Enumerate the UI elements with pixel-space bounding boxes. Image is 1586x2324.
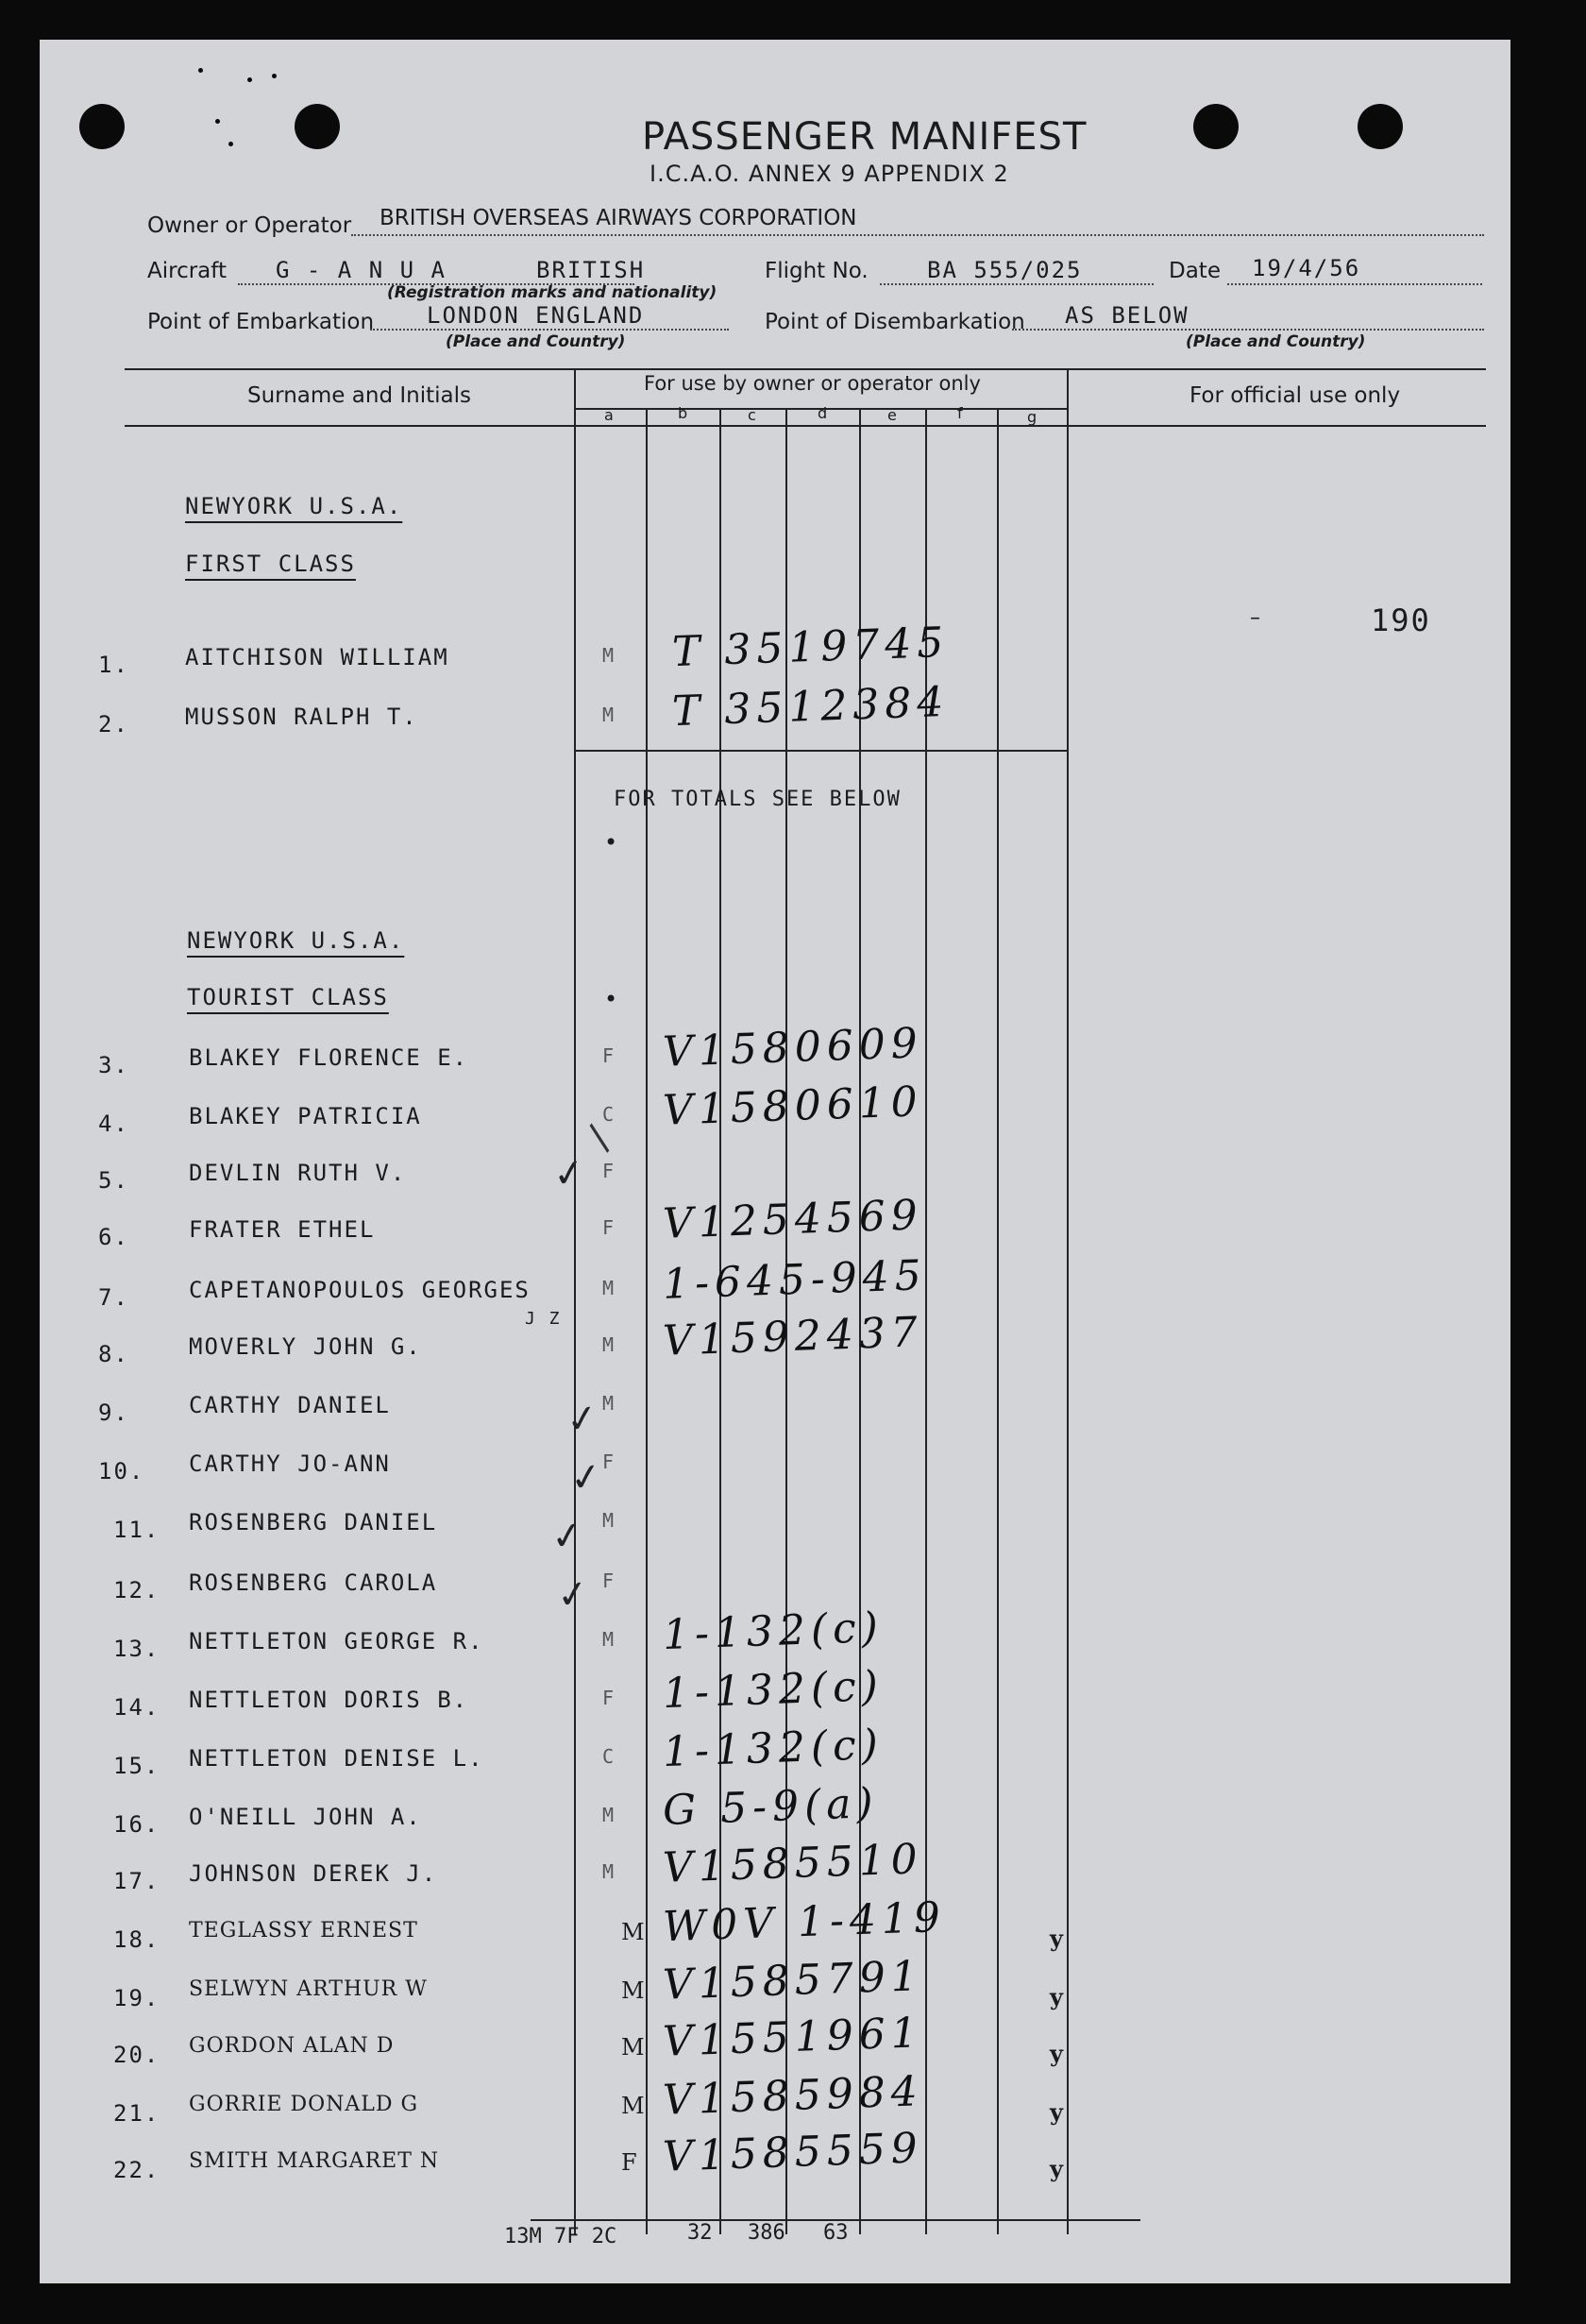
passenger-name: O'NEILL JOHN A. <box>189 1804 422 1830</box>
col-surname-header: Surname and Initials <box>247 383 471 408</box>
aircraft-note: (Registration marks and nationality) <box>387 283 717 302</box>
total-c: 386 <box>748 2221 785 2245</box>
handwritten-passport: 1-132(c) <box>662 1720 885 1777</box>
disembark-dotted-line <box>1012 329 1484 331</box>
passenger-code: M <box>621 1977 647 2004</box>
handwritten-passport: 1-132(c) <box>662 1603 885 1660</box>
owner-dotted-line <box>351 234 1484 236</box>
passenger-code: M <box>621 2093 647 2119</box>
handwritten-passport: V1585791 <box>662 1952 924 2010</box>
handwritten-passport: G 5-9(a) <box>662 1779 880 1835</box>
passenger-name: FRATER ETHEL <box>189 1216 376 1243</box>
tourist-class-heading: TOURIST CLASS <box>187 984 389 1010</box>
passenger-name: ROSENBERG DANIEL <box>189 1509 438 1535</box>
total-b: 32 <box>687 2221 713 2245</box>
date-label: Date <box>1169 259 1221 283</box>
col-divider <box>997 408 999 2234</box>
handwritten-passport: T 3519745 <box>671 618 951 677</box>
subcol-d: d <box>818 404 828 422</box>
passenger-code: C <box>602 1103 616 1126</box>
passenger-code: M <box>602 704 616 726</box>
handwritten-passport: V1585559 <box>662 2124 924 2181</box>
page-title: PASSENGER MANIFEST <box>642 115 1088 159</box>
manifest-page <box>40 40 1510 2283</box>
owner-label: Owner or Operator <box>147 213 352 238</box>
punch-hole-icon <box>1193 104 1239 149</box>
passenger-name: NETTLETON GEORGE R. <box>189 1628 484 1654</box>
passenger-code: F <box>602 1216 616 1239</box>
checkmark-icon: ✓ <box>548 1512 586 1561</box>
row-number: 18. <box>113 1926 160 1953</box>
checkmark-icon: ✓ <box>549 1149 588 1198</box>
punch-hole-icon <box>1358 104 1403 149</box>
row-number: 8. <box>98 1341 129 1367</box>
row-number: 21. <box>113 2100 160 2127</box>
row-number: 22. <box>113 2157 160 2183</box>
embark-value: LONDON ENGLAND <box>427 302 645 329</box>
checkmark-icon: / <box>578 1119 620 1157</box>
passenger-name: CARTHY DANIEL <box>189 1392 391 1418</box>
col-divider <box>574 368 576 2234</box>
owner-value: BRITISH OVERSEAS AIRWAYS CORPORATION <box>380 206 857 230</box>
passenger-name: BLAKEY FLORENCE E. <box>189 1044 469 1071</box>
col-g-mark: y <box>1050 2040 1065 2067</box>
punch-hole-icon <box>79 104 125 149</box>
row-number: 1. <box>98 652 129 678</box>
col-g-mark: y <box>1050 1925 1065 1952</box>
handwritten-passport: V1580610 <box>662 1077 924 1135</box>
row-number: 16. <box>113 1811 160 1838</box>
row-number: 20. <box>113 2042 160 2068</box>
first-class-rule <box>576 750 1067 752</box>
speck-icon <box>198 68 203 73</box>
passenger-code: M <box>602 1804 616 1826</box>
passenger-name: NETTLETON DENISE L. <box>189 1745 484 1772</box>
flight-label: Flight No. <box>765 259 869 283</box>
total-a: 13M 7F 2C <box>504 2225 617 2248</box>
col-divider <box>646 408 648 2234</box>
passenger-code: F <box>602 1569 616 1592</box>
subcol-c: c <box>748 406 756 424</box>
bullet-dot: • <box>604 829 618 856</box>
totals-note: FOR TOTALS SEE BELOW <box>614 788 902 811</box>
passenger-name: MOVERLY JOHN G. <box>189 1333 422 1360</box>
handwritten-passport: V1585510 <box>662 1835 924 1892</box>
speck-icon <box>228 142 233 146</box>
row-number: 4. <box>98 1111 129 1137</box>
passenger-code: M <box>602 1628 616 1651</box>
tourist-destination: NEWYORK U.S.A. <box>187 927 405 954</box>
row-number: 10. <box>98 1458 145 1484</box>
passenger-code: F <box>602 1687 616 1709</box>
handwritten-passport: W0V 1-419 <box>662 1892 947 1952</box>
checkmark-icon: ✓ <box>563 1395 601 1444</box>
passenger-code: M <box>621 1919 647 1945</box>
disembark-value: AS BELOW <box>1065 302 1190 329</box>
first-destination: NEWYORK U.S.A. <box>185 493 403 519</box>
passenger-code: M <box>602 1277 616 1299</box>
aircraft-registration: G - A N U A <box>276 257 447 283</box>
flight-dotted-line <box>880 283 1154 285</box>
row-number: 17. <box>113 1868 160 1894</box>
handwritten-passport: 1-132(c) <box>662 1661 885 1719</box>
punch-hole-icon <box>295 104 340 149</box>
first-class-heading: FIRST CLASS <box>185 551 356 577</box>
passenger-code: M <box>602 1392 616 1415</box>
row-number: 9. <box>98 1399 129 1426</box>
official-dash: – <box>1250 606 1260 630</box>
subcol-b: b <box>678 404 688 422</box>
date-value: 19/4/56 <box>1252 255 1361 281</box>
passenger-code: M <box>621 2034 647 2061</box>
speck-icon <box>247 77 252 82</box>
col-official-header: For official use only <box>1190 383 1401 408</box>
passenger-name: CAPETANOPOULOS GEORGES <box>189 1277 531 1303</box>
subcol-g: g <box>1027 408 1038 426</box>
passenger-code: M <box>602 1509 616 1532</box>
row-number: 5. <box>98 1167 129 1194</box>
row-number: 2. <box>98 711 129 738</box>
checkmark-icon: ✓ <box>553 1570 592 1620</box>
disembark-note: (Place and Country) <box>1186 332 1366 351</box>
disembark-label: Point of Disembarkation <box>765 310 1025 334</box>
embark-label: Point of Embarkation <box>147 310 375 334</box>
passenger-name: SMITH MARGARET N <box>189 2149 440 2173</box>
passenger-name: DEVLIN RUTH V. <box>189 1160 407 1186</box>
passenger-code: C <box>602 1745 616 1768</box>
passenger-name: CARTHY JO-ANN <box>189 1450 391 1477</box>
aircraft-nationality: BRITISH <box>536 257 646 283</box>
passenger-code: M <box>602 644 616 667</box>
col-g-mark: y <box>1050 2155 1065 2182</box>
passenger-name: SELWYN ARTHUR W <box>189 1977 428 2001</box>
speck-icon <box>215 119 220 124</box>
date-dotted-line <box>1227 283 1482 285</box>
table-header-rule <box>125 425 1486 427</box>
bullet-dot: • <box>604 986 618 1012</box>
handwritten-passport: V1585984 <box>662 2067 924 2125</box>
name-suffix: J Z <box>525 1309 562 1329</box>
passenger-code: F <box>621 2149 639 2176</box>
passenger-name: GORRIE DONALD G <box>189 2093 419 2116</box>
passenger-code: F <box>602 1044 616 1067</box>
passenger-name: GORDON ALAN D <box>189 2034 395 2058</box>
row-number: 3. <box>98 1052 129 1078</box>
row-number: 6. <box>98 1224 129 1250</box>
subcol-a: a <box>604 406 614 424</box>
handwritten-passport: V1592437 <box>662 1308 924 1366</box>
passenger-name: TEGLASSY ERNEST <box>189 1919 418 1942</box>
handwritten-passport: V1580609 <box>662 1019 924 1077</box>
passenger-name: ROSENBERG CAROLA <box>189 1569 438 1596</box>
table-top-rule <box>125 368 1486 370</box>
row-number: 13. <box>113 1636 160 1662</box>
subcol-f: f <box>957 404 963 422</box>
row-number: 14. <box>113 1694 160 1721</box>
passenger-name: AITCHISON WILLIAM <box>185 644 449 670</box>
aircraft-label: Aircraft <box>147 259 227 283</box>
col-operator-header: For use by owner or operator only <box>644 372 981 395</box>
handwritten-passport: V1551961 <box>662 2009 924 2066</box>
row-number: 11. <box>113 1517 160 1543</box>
embark-dotted-line <box>370 329 729 331</box>
row-number: 19. <box>113 1985 160 2011</box>
col-divider <box>1067 368 1069 2234</box>
speck-icon <box>272 74 277 78</box>
passenger-name: NETTLETON DORIS B. <box>189 1687 469 1713</box>
total-d: 63 <box>823 2221 849 2245</box>
subcol-e: e <box>887 406 897 424</box>
handwritten-passport: 1-645-945 <box>662 1251 928 1309</box>
passenger-code: F <box>602 1450 616 1473</box>
col-g-mark: y <box>1050 2098 1065 2126</box>
col-g-mark: y <box>1050 1983 1065 2010</box>
flight-value: BA 555/025 <box>927 257 1083 283</box>
passenger-code: F <box>602 1160 616 1182</box>
row-number: 12. <box>113 1577 160 1603</box>
embark-note: (Place and Country) <box>446 332 626 351</box>
passenger-name: BLAKEY PATRICIA <box>189 1103 422 1129</box>
checkmark-icon: ✓ <box>566 1453 605 1502</box>
passenger-name: JOHNSON DEREK J. <box>189 1860 438 1887</box>
page-subtitle: I.C.A.O. ANNEX 9 APPENDIX 2 <box>650 161 1009 187</box>
handwritten-passport: T 3512384 <box>671 677 951 737</box>
official-mark: 190 <box>1371 602 1431 638</box>
passenger-code: M <box>602 1860 616 1883</box>
row-number: 15. <box>113 1753 160 1779</box>
row-number: 7. <box>98 1284 129 1311</box>
passenger-code: M <box>602 1333 616 1356</box>
passenger-name: MUSSON RALPH T. <box>185 704 418 730</box>
handwritten-passport: V1254569 <box>662 1191 924 1248</box>
